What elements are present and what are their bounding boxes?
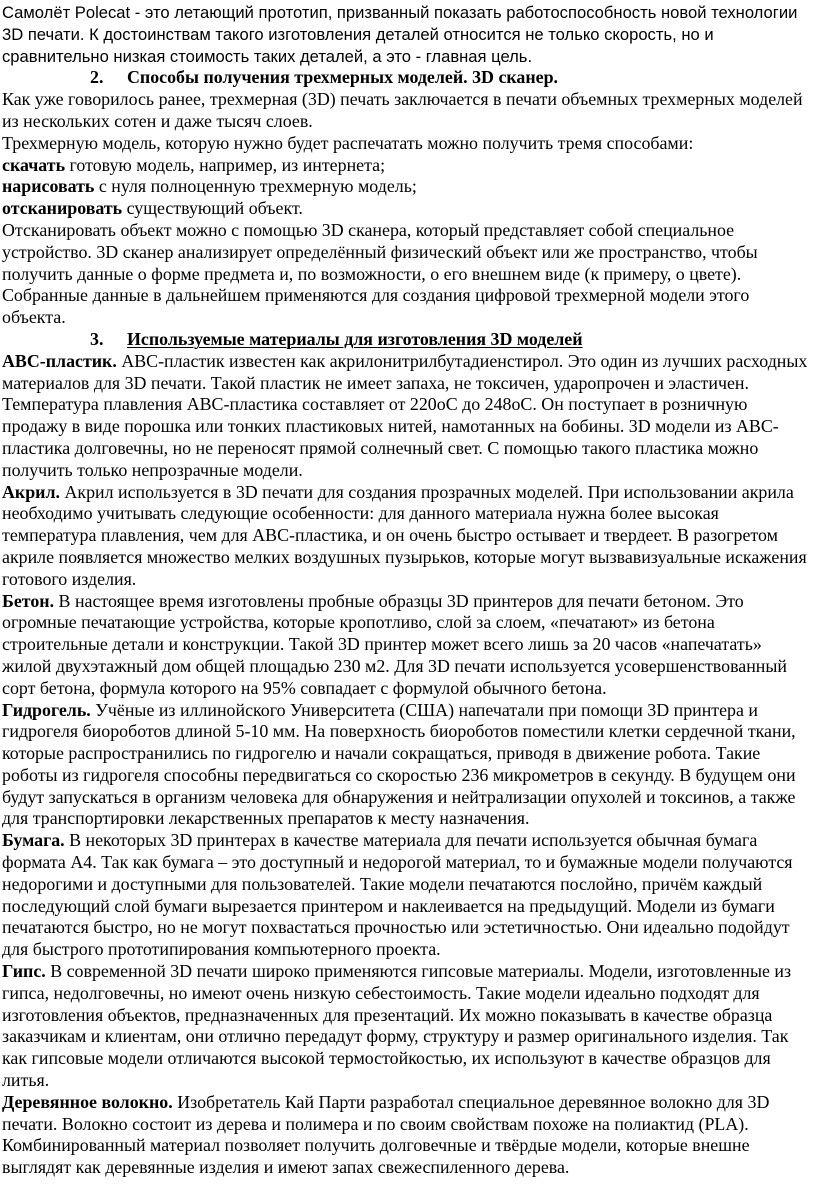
section-3-title: Используемые материалы для изготовления 3D моделей (127, 328, 583, 349)
material-wood-fiber (2, 1092, 812, 1179)
material-concrete (2, 591, 812, 700)
intro-paragraph: Самолёт Polecat - это летающий прототип, призванный показать работоспособность новой технологии 3D печати. К достоинствам такого изготовления деталей относится не только скорость, но и сравнительно низкая стоимость таких деталей, а это - главная цель. (2, 3, 798, 66)
section-2-paragraph-2: Трехмерную модель, которую нужно будет распечатать можно получить тремя способами: (2, 132, 694, 153)
section-2-title: Способы получения трехмерных моделей. 3D сканер. (127, 67, 559, 88)
method-term: нарисовать (2, 176, 95, 197)
material-term: Бумага. (2, 830, 65, 851)
material-text: ABC-пластик известен как акрилонитрилбутадиенстирол. Это один из лучших расходных материалов для 3D печати. Такой пластик не имеет запаха, не токсичен, ударопрочен и эластичен. Температура плавления ABC-пластика составляет от 220оС до 248оС. Он поступает в розничную продажу в виде порошка или тонких пластиковых нитей, намотанных на бобины. 3D модели из ABC-пластика долговечны, но не переносят прямой солнечный свет. С помощью такого пластика можно получить только непрозрачные модели. (2, 350, 808, 480)
material-term: Бетон. (2, 590, 55, 611)
material-paper (2, 830, 812, 961)
method-item-draw (2, 176, 812, 198)
material-text: Изобретатель Кай Парти разработал специальное деревянное волокно для 3D печати. Волокно состоит из дерева и полимера и по своим свойствам похоже на полиактид (PLA). Комбинированный материал позволяет получить долговечные и твёрдые модели, которые внешне выглядят как деревянные изделия и имеют запах свежеспиленного дерева. (2, 1091, 770, 1178)
section-2-paragraph-3: Отсканировать объект можно с помощью 3D сканера, который представляет собой специальное устройство. 3D сканер анализирует определённый физический объект или же пространство, чтобы получить данные о форме предмета и, по возможности, о его внешнем виде (к примеру, о цвете). Собранные данные в дальнейшем применяются для создания цифровой трехмерной модели этого объекта. (2, 219, 758, 328)
material-text: Акрил используется в 3D печати для создания прозрачных моделей. При использовании акрила необходимо учитывать следующие особенности: для данного материала нужна более высокая температура плавления, чем для ABC-пластика, и он очень быстро остывает и твердеет. В разогретом акриле появляется множество мелких воздушных пузырьков, которые могут вызвавизуальные искажения готового изделия. (2, 481, 807, 589)
method-text: готовую модель, например, из интернета; (65, 154, 386, 175)
material-abs (2, 351, 812, 482)
material-term: Акрил. (2, 481, 60, 502)
section-2-heading (2, 67, 812, 89)
section-2-number: 2. (90, 67, 104, 88)
method-text: с нуля полноценную трехмерную модель; (94, 176, 417, 197)
method-term: скачать (2, 154, 66, 175)
material-acrylic (2, 482, 812, 591)
material-term: Гидрогель. (2, 699, 91, 720)
section-2-paragraph-1: Как уже говорилось ранее, трехмерная (3D) печать заключается в печати объемных трехмерных моделей из нескольких сотен и даже тысяч слоев. (2, 89, 803, 131)
method-text: существующий объект. (122, 198, 303, 219)
material-text: Учёные из иллинойского Университета (США) напечатали при помощи 3D принтера и гидрогеля биороботов длиной 5-10 мм. На поверхность биороботов поместили клетки сердечной ткани, которые распространились по гидрогелю и начали сокращаться, приводя в движение робота. Такие роботы из гидрогеля способны передвигаться со скоростью 236 микрометров в секунду. В будущем они будут запускаться в организм человека для обнаружения и нейтрализации опухолей и токсинов, а также для транспортировки лекарственных препаратов к месту назначения. (2, 699, 796, 829)
material-text: В некоторых 3D принтерах в качестве материала для печати используется обычная бумага формата А4. Так как бумага – это доступный и недорогой материал, то и бумажные модели получаются недорогими и доступными для пользователей. Такие модели печатаются послойно, причём каждый последующий слой бумаги вырезается принтером и наклеивается на предыдущий. Модели из бумаги печатаются быстро, но не могут похвастаться прочностью или эстетичностью. Они идеально подойдут для быстрого прототипирования компьютерного проекта. (2, 830, 793, 960)
section-3-number: 3. (90, 328, 104, 349)
method-term: отсканировать (2, 198, 123, 219)
method-item-scan (2, 198, 812, 220)
material-term: Гипс. (2, 961, 46, 982)
material-text: В настоящее время изготовлены пробные образцы 3D принтеров для печати бетоном. Это огромные печатающие устройства, которые кропотливо, слой за слоем, «печатают» из бетона строительные детали и конструкции. Такой 3D принтер может всего лишь за 20 часов «напечатать» жилой двухэтажный дом общей площадью 230 м2. Для 3D печати используется усовершенствованный сорт бетона, формула которого на 95% совпадает с формулой обычного бетона. (2, 590, 787, 698)
material-text: В современной 3D печати широко применяются гипсовые материалы. Модели, изготовленные из гипса, недолговечны, но имеют очень низкую себестоимость. Такие модели идеально подходят для изготовления объектов, предназначенных для презентаций. Их можно показывать в качестве образца заказчикам и клиентам, они отлично передадут форму, структуру и размер оригинального изделия. Так как гипсовые модели отличаются высокой термостойкостью, их используют в качестве образцов для литья. (2, 961, 792, 1091)
method-item-download (2, 155, 812, 177)
section-3-heading (2, 329, 812, 351)
material-gypsum (2, 961, 812, 1092)
material-term: Деревянное волокно. (2, 1091, 173, 1112)
material-hydrogel (2, 700, 812, 831)
material-term: ABC-пластик. (2, 350, 117, 371)
